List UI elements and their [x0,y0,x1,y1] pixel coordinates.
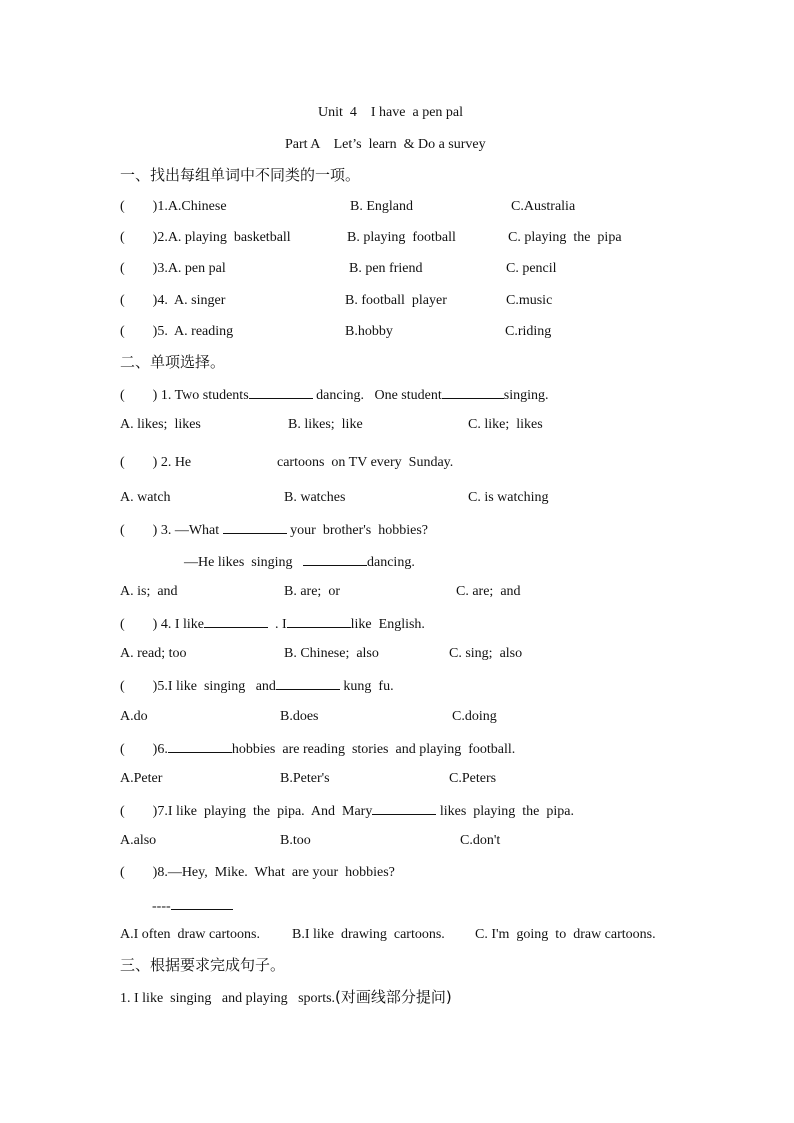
answer-blank[interactable] [204,614,268,628]
question-stem [120,614,425,634]
option-a: A.Peter [120,771,163,786]
answer-blank[interactable] [442,385,504,399]
option-c: C. like; likes [468,417,543,432]
stem-text: likes playing the pipa. [436,804,574,819]
option-a: A.also [120,833,157,848]
option-a: A. watch [120,490,171,505]
question-stem: ( )4. A. singer [120,293,226,308]
option-a: A.do [120,709,148,724]
question-stem: ( ) 2. He [120,455,192,470]
option-c: C. playing the pipa [508,230,622,245]
answer-blank[interactable] [276,676,340,690]
stem-text: ( )5.I like singing and [120,679,276,694]
option-c: C. I'm going to draw cartoons. [475,927,656,942]
stem-text: dancing. [367,555,415,570]
answer-blank[interactable] [249,385,313,399]
answer-blank[interactable] [303,552,367,566]
option-c: C.doing [452,709,497,724]
question-stem: ( )5. A. reading [120,324,234,339]
option-b: B. are; or [284,584,340,599]
stem-text: your brother's hobbies? [286,523,428,538]
stem-text: ---- [152,899,171,914]
option-c: C. is watching [468,490,549,505]
question-stem [120,988,452,1008]
question-stem [184,552,415,572]
section-heading: 二、单项选择。 [120,353,226,371]
section-heading: 三、根据要求完成句子。 [120,956,286,974]
option-c: C.don't [460,833,501,848]
page-title: Unit 4 I have a pen pal [318,105,464,120]
stem-text: . I [267,617,287,632]
stem-text: dancing. One student [312,388,442,403]
option-b: B.Peter's [280,771,330,786]
option-b: B. football player [345,293,447,308]
question-stem [120,520,428,540]
answer-blank[interactable] [287,614,351,628]
option-b: B. Chinese; also [284,646,379,661]
option-b: B.hobby [345,324,393,339]
answer-blank[interactable] [168,739,232,753]
question-stem [120,801,574,821]
question-stem [120,676,394,696]
stem-text: 1. I like singing and playing sports. [120,991,336,1006]
option-a: A. likes; likes [120,417,201,432]
stem-text: ( ) 1. Two students [120,388,249,403]
option-b: B.I like drawing cartoons. [292,927,445,942]
question-stem: cartoons on TV every Sunday. [277,455,454,470]
question-stem [152,896,233,916]
option-b: B.too [280,833,311,848]
instruction-text: (对画线部分提问) [335,988,452,1006]
question-stem: ( )3.A. pen pal [120,261,226,276]
option-b: B. playing football [347,230,456,245]
stem-text: like English. [350,617,425,632]
question-stem [120,739,515,759]
answer-blank[interactable] [171,896,233,910]
option-b: B. likes; like [288,417,363,432]
option-b: B. watches [284,490,346,505]
option-b: B. pen friend [349,261,423,276]
answer-blank[interactable] [223,520,287,534]
option-c: C.riding [505,324,552,339]
stem-text: ( ) 4. I like [120,617,204,632]
stem-text: ( )6. [120,742,168,757]
option-c: C.Australia [511,199,576,214]
option-c: C. sing; also [449,646,523,661]
question-stem: ( )1.A.Chinese [120,199,227,214]
stem-text: singing. [503,388,549,403]
answer-blank[interactable] [372,801,436,815]
option-a: A. read; too [120,646,187,661]
stem-text: ( )7.I like playing the pipa. And Mary [120,804,373,819]
stem-text: kung fu. [339,679,394,694]
stem-text: ( ) 3. —What [120,523,223,538]
option-b: B.does [280,709,319,724]
stem-text: hobbies are reading stories and playing football. [231,742,516,757]
section-heading: 一、找出每组单词中不同类的一项。 [120,166,361,184]
option-a: A. is; and [120,584,178,599]
option-a: A.I often draw cartoons. [120,927,260,942]
page-subtitle: Part A Let’s learn & Do a survey [285,137,486,152]
option-c: C. pencil [506,261,557,276]
option-c: C.music [506,293,553,308]
question-stem: ( )8.—Hey, Mike. What are your hobbies? [120,865,395,880]
option-b: B. England [350,199,413,214]
option-c: C. are; and [456,584,521,599]
question-stem: ( )2.A. playing basketball [120,230,291,245]
stem-text: —He likes singing [184,555,303,570]
question-stem [120,385,548,405]
option-c: C.Peters [449,771,497,786]
